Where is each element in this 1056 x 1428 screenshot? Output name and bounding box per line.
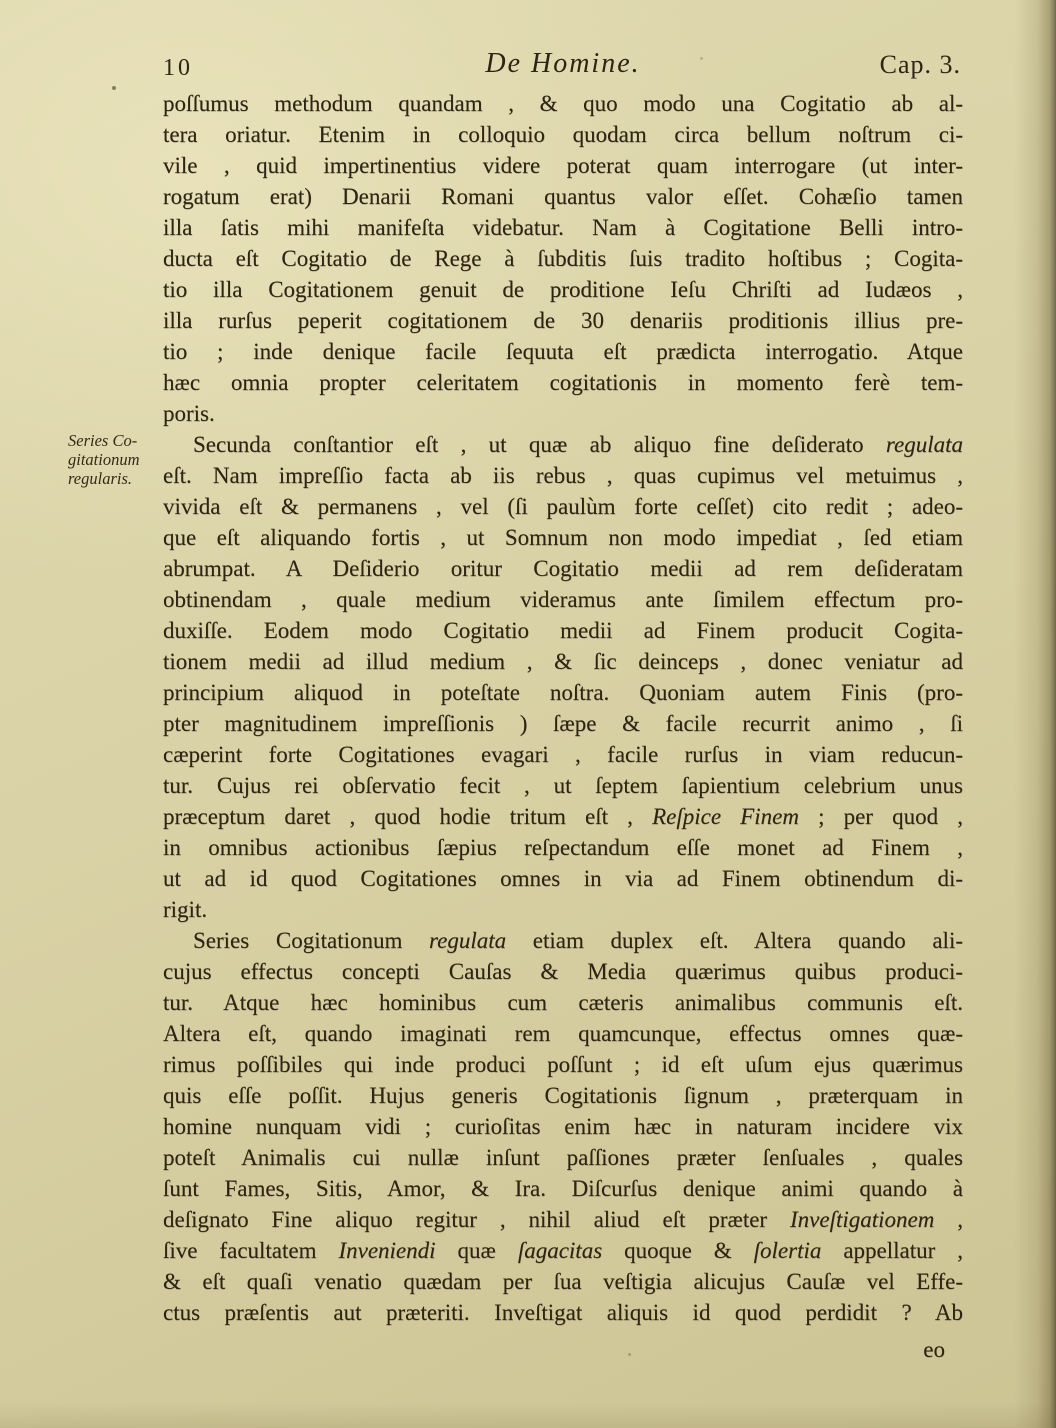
- text-line: [163, 336, 963, 367]
- text-segment: obtinendam , quale medium videramus ante ſimilem effectum pro-: [163, 587, 963, 612]
- text-line: [163, 88, 963, 119]
- text-segment: poſſumus methodum quandam , & quo modo una Cogitatio ab al-: [163, 91, 963, 116]
- text-line: [163, 553, 963, 584]
- text-line: [163, 739, 963, 770]
- text-segment: quoque &: [602, 1238, 754, 1263]
- italic-text-segment: regulata: [885, 432, 963, 457]
- text-segment: & eſt quaſi venatio quædam per ſua veſtigia alicujus Cauſæ vel Effe-: [163, 1269, 963, 1294]
- text-segment: ſunt Fames, Sitis, Amor, & Ira. Diſcurſus denique animi quando à: [163, 1176, 963, 1201]
- page-bottom-shadow: [0, 1402, 1056, 1428]
- text-line: [163, 212, 963, 243]
- text-line: [163, 1173, 963, 1204]
- text-segment: ctus præſentis aut præteriti. Inveſtigat aliquis id quod perdidit ? Ab: [163, 1300, 963, 1325]
- paragraph: [163, 429, 963, 925]
- margin-note-line: gitationum: [68, 450, 140, 469]
- text-line: [163, 863, 963, 894]
- text-line: [163, 181, 963, 212]
- chapter-heading: Cap. 3.: [879, 50, 961, 79]
- text-segment: rimus poſſibiles qui inde produci poſſunt ; id eſt uſum ejus quærimus: [163, 1052, 963, 1077]
- text-segment: in omnibus actionibus ſæpius reſpectandum eſſe monet ad Finem ,: [163, 835, 963, 860]
- text-segment: vivida eſt & permanens , vel (ſi paulùm forte ceſſet) cito redit ; adeo-: [163, 494, 963, 519]
- page-header: [163, 48, 963, 82]
- text-segment: ut ad id quod Cogitationes omnes in via ad Finem obtinendum di-: [163, 866, 963, 891]
- body-text: [163, 88, 963, 1328]
- text-segment: illa rurſus peperit cogitationem de 30 denariis proditionis illius pre-: [163, 308, 963, 333]
- text-segment: quis eſſe poſſit. Hujus generis Cogitationis ſignum , præterquam in: [163, 1083, 963, 1108]
- margin-note-line: Series Co-: [68, 431, 138, 450]
- text-line: [163, 274, 963, 305]
- text-segment: deſignato Fine aliquo regitur , nihil aliud eſt præter: [163, 1207, 790, 1232]
- text-segment: præceptum daret , quod hodie tritum eſt ,: [163, 804, 653, 829]
- text-segment: Secunda conſtantior eſt , ut quæ ab aliquo fine deſiderato: [193, 432, 886, 457]
- text-segment: abrumpat. A Deſiderio oritur Cogitatio medii ad rem deſideratam: [163, 556, 963, 581]
- text-line: [163, 429, 963, 460]
- text-segment: hæc omnia propter celeritatem cogitationis in momento ferè tem-: [163, 370, 963, 395]
- text-line: [163, 367, 963, 398]
- text-line: [163, 1204, 963, 1235]
- text-segment: vile , quid impertinentius videre poterat quam interrogare (ut inter-: [163, 153, 963, 178]
- italic-text-segment: Inveniendi: [338, 1238, 436, 1263]
- text-segment: etiam duplex eſt. Altera quando ali-: [506, 928, 963, 953]
- text-line: [163, 305, 963, 336]
- text-line: [163, 770, 963, 801]
- page-edge-shadow: [1014, 0, 1056, 1428]
- paragraph: [163, 925, 963, 1328]
- text-line: [163, 398, 963, 429]
- text-segment: tur. Atque hæc hominibus cum cæteris animalibus communis eſt.: [163, 990, 963, 1015]
- text-segment: cujus effectus concepti Cauſas & Media quærimus quibus produci-: [163, 959, 963, 984]
- italic-text-segment: Reſpice Finem: [652, 804, 799, 829]
- text-line: [163, 1049, 963, 1080]
- text-line: [163, 1111, 963, 1142]
- text-segment: pter magnitudinem impreſſionis ) ſæpe & facile recurrit animo , ſi: [163, 711, 963, 736]
- text-line: [163, 1266, 963, 1297]
- text-segment: ſive facultatem: [163, 1238, 339, 1263]
- catchword: eo: [923, 1337, 945, 1362]
- text-segment: que eſt aliquando fortis , ut Somnum non modo impediat , ſed etiam: [163, 525, 963, 550]
- text-line: [163, 832, 963, 863]
- text-segment: principium aliquod in poteſtate noſtra. Quoniam autem Finis (pro-: [163, 680, 963, 705]
- page-number: 10: [163, 55, 193, 81]
- margin-note: [68, 431, 164, 488]
- text-segment: rogatum erat) Denarii Romani quantus valor eſſet. Cohæſio tamen: [163, 184, 963, 209]
- text-line: [163, 615, 963, 646]
- italic-text-segment: ſagacitas: [517, 1238, 603, 1263]
- text-segment: illa ſatis mihi manifeſta videbatur. Nam à Cogitatione Belli intro-: [163, 215, 963, 240]
- text-segment: tionem medii ad illud medium , & ſic deinceps , donec veniatur ad: [163, 649, 963, 674]
- italic-text-segment: ſolertia: [753, 1238, 822, 1263]
- text-segment: tera oriatur. Etenim in colloquio quodam circa bellum noſtrum ci-: [163, 122, 963, 147]
- text-segment: eſt. Nam impreſſio facta ab iis rebus , quas cupimus vel metuimus ,: [163, 463, 963, 488]
- text-segment: appellatur ,: [821, 1238, 963, 1263]
- text-line: [163, 243, 963, 274]
- ink-speck: [112, 86, 116, 90]
- text-line: [163, 491, 963, 522]
- paragraph: [163, 88, 963, 429]
- text-line: [163, 925, 963, 956]
- text-segment: rigit.: [163, 897, 208, 922]
- text-segment: Altera eſt, quando imaginati rem quamcunque, effectus omnes quæ-: [163, 1021, 963, 1046]
- text-segment: tio ; inde denique facile ſequuta eſt prædicta interrogatio. Atque: [163, 339, 963, 364]
- running-title: De Homine.: [485, 48, 641, 79]
- text-line: [163, 708, 963, 739]
- text-segment: duxiſſe. Eodem modo Cogitatio medii ad Finem producit Cogita-: [163, 618, 963, 643]
- text-line: [163, 646, 963, 677]
- margin-note-line: regularis.: [68, 469, 133, 488]
- text-segment: tio illa Cogitationem genuit de proditione Ieſu Chriſti ad Iudæos ,: [163, 277, 963, 302]
- text-line: [163, 119, 963, 150]
- text-line: [163, 1080, 963, 1111]
- text-segment: cæperint forte Cogitationes evagari , facile rurſus in viam reducun-: [163, 742, 963, 767]
- italic-text-segment: regulata: [429, 928, 507, 953]
- text-line: [163, 894, 963, 925]
- text-line: [163, 677, 963, 708]
- text-line: [163, 460, 963, 491]
- text-segment: poteſt Animalis cui nullæ inſunt paſſiones præter ſenſuales , quales: [163, 1145, 963, 1170]
- text-line: [163, 1018, 963, 1049]
- text-segment: poris.: [163, 401, 215, 426]
- text-line: [163, 956, 963, 987]
- text-line: [163, 987, 963, 1018]
- text-segment: Series Cogitationum: [193, 928, 430, 953]
- text-line: [163, 522, 963, 553]
- text-segment: quæ: [435, 1238, 518, 1263]
- text-segment: ducta eſt Cogitatio de Rege à ſubditis ſuis tradito hoſtibus ; Cogita-: [163, 246, 963, 271]
- text-line: [163, 1142, 963, 1173]
- text-segment: ,: [934, 1207, 963, 1232]
- text-segment: homine nunquam vidi ; curioſitas enim hæc in naturam incidere vix: [163, 1114, 963, 1139]
- text-line: [163, 801, 963, 832]
- text-line: [163, 1297, 963, 1328]
- text-line: [163, 150, 963, 181]
- text-segment: ; per quod ,: [798, 804, 963, 829]
- text-line: [163, 1235, 963, 1266]
- text-segment: tur. Cujus rei obſervatio fecit , ut ſeptem ſapientium celebrium unus: [163, 773, 963, 798]
- text-line: [163, 584, 963, 615]
- italic-text-segment: Inveſtigationem: [790, 1207, 935, 1232]
